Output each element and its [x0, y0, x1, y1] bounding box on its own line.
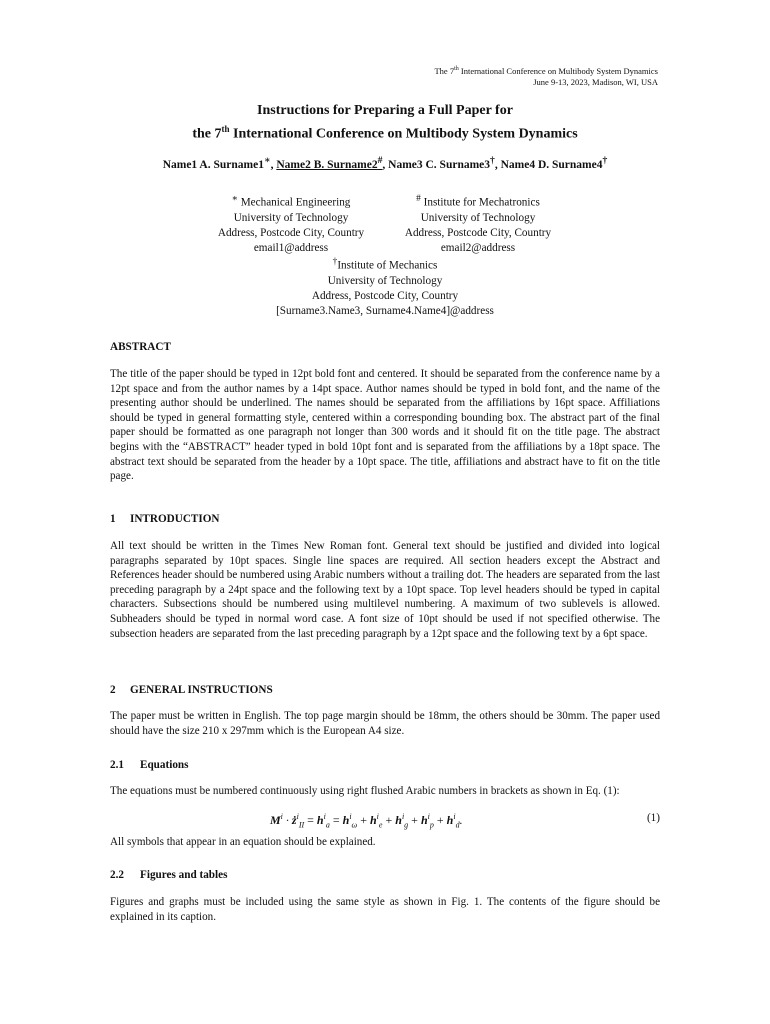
- author-2-presenting: Name2 B. Surname2#: [276, 155, 383, 171]
- email-2: email2@address: [440, 241, 516, 254]
- email-3: [Surname3.Name3, Surname4.Name4]@address: [276, 304, 494, 317]
- conference-name: The 7th International Conference on Multibody System Dynamics: [434, 65, 658, 76]
- section-heading-general-instructions: 2 GENERAL INSTRUCTIONS: [110, 684, 273, 696]
- equation-number: (1): [646, 812, 660, 824]
- title-line-1: Instructions for Preparing a Full Paper for: [257, 103, 513, 118]
- email-1: email1@address: [253, 241, 329, 254]
- author-4: Name4 D. Surname4: [500, 158, 603, 171]
- equations-text-after: All symbols that appear in an equation should be explained.: [110, 836, 376, 848]
- author-list: Name1 A. Surname1∗, Name2 B. Surname2#, Name3 C. Surname3†, Name4 D. Surname4†: [162, 155, 608, 171]
- author-3: Name3 C. Surname3: [388, 158, 491, 171]
- title-line-2: the 7th International Conference on Multibody System Dynamics: [192, 124, 578, 142]
- equations-text: The equations must be numbered continuously using right flushed Arabic numbers in brackets as shown in Eq. (1):: [110, 785, 620, 797]
- figures-tables-text: Figures and graphs must be included using the same style as shown in Fig. 1. The contents of the figure should be explained in its caption.: [110, 896, 660, 923]
- section-heading-introduction: 1 INTRODUCTION: [110, 513, 220, 525]
- affiliation-3: †Institute of Mechanics University of Technology Address, Postcode City, Country [Surname3.Name3, Surname4.Name4]@address: [235, 255, 535, 319]
- general-instructions-text: The paper must be written in English. The top page margin should be 18mm, the others should be 30mm. The paper used should have the size 210 x 297mm which is the European A4 size.: [110, 710, 660, 737]
- author-1: Name1 A. Surname1: [162, 158, 264, 171]
- abstract-heading: ABSTRACT: [110, 341, 171, 353]
- conference-date-location: June 9-13, 2023, Madison, WI, USA: [533, 76, 658, 87]
- equation-formula: $M^i$ · $ż^i_{II} = h^i_a = h^i_\omega + h^i_e + h^i_g + h^i_p + h^i_d$.: [270, 812, 463, 830]
- paper-title: [0, 102, 770, 144]
- affiliation-1: ∗ Mechanical Engineering University of Technology Address, Postcode City, Country email1@address: [195, 192, 387, 256]
- affiliation-2: # Institute for Mechatronics University of Technology Address, Postcode City, Country email2@address: [385, 192, 571, 256]
- subsection-heading-equations: 2.1 Equations: [110, 759, 189, 771]
- subsection-heading-figures-tables: 2.2 Figures and tables: [110, 869, 228, 881]
- equation-1: [110, 812, 660, 830]
- conference-header: [434, 64, 658, 88]
- abstract-text: The title of the paper should be typed in 12pt bold font and centered. It should be separated from the conference name by a 12pt space and from the author names by a 14pt space. Author names should be typed in bold font, and the name of the presenting author should be underlined. The names should be separated from the affiliations by 16pt space. Affiliations should be typed in general formatting style, centered within a corresponding bounding box. The abstract part of the final paper should be formatted as one paragraph not longer than 300 words and it should fit on the title page. The abstract begins with the “ABSTRACT” header typed in bold 10pt font and is separated from the affiliations by a 18pt space. The abstract text should be separated from the header by a 10pt space. The title, affiliations and abstract have to fit on the title page.: [110, 368, 660, 483]
- introduction-text: All text should be written in the Times New Roman font. General text should be justified and divided into logical paragraphs separated by 10pt spaces. Single line spaces are required. All section headers except the Abstract and References header should be numbered using Arabic numbers without a trailing dot. The headers are separated from the last preceding paragraph by a 24pt space and the following text by a 10pt space. Top level headers should be typed in capital characters. Subsections should be numbered using multilevel numbering. A maximum of two sublevels is allowed. Subheaders should be typed in normal word case. A font size of 10pt should be used if not specified otherwise. The subsection headers are separated from the last preceding paragraph by a 12pt space and the following text by a 6pt space.: [110, 540, 660, 640]
